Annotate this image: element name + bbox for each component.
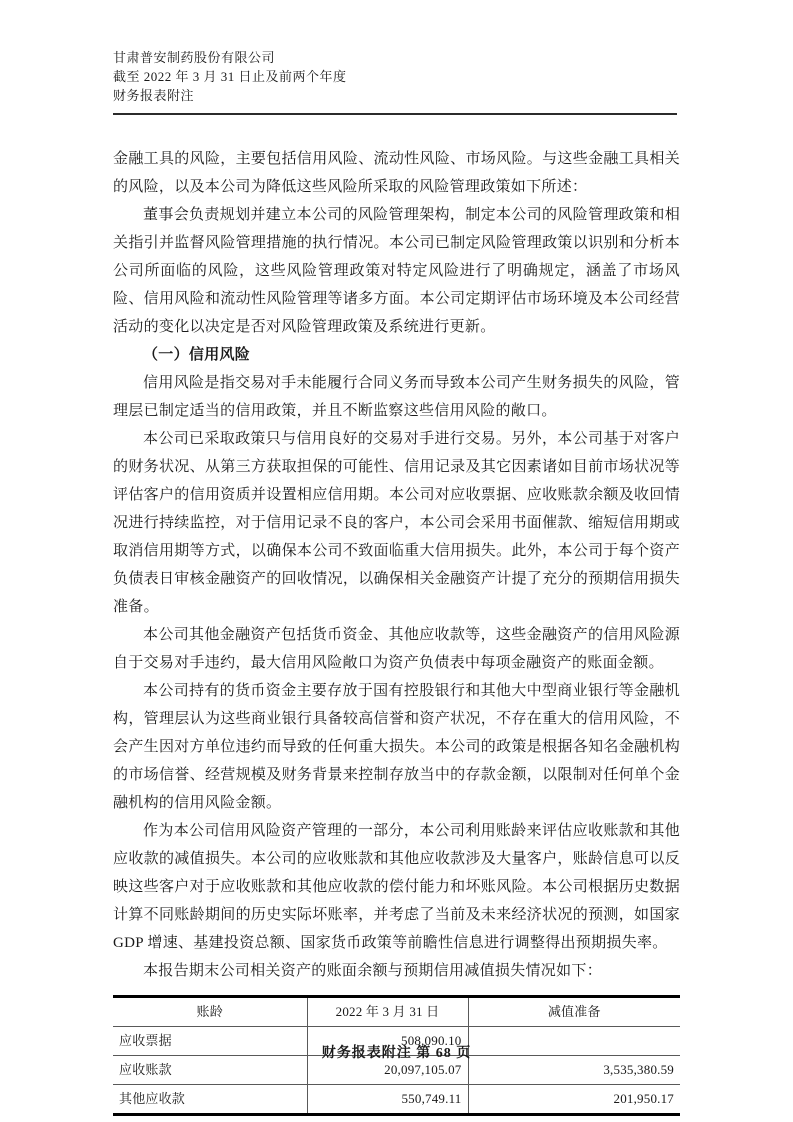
table-header-row bbox=[113, 997, 680, 1027]
cell-impairment-other-receivables: 201,950.17 bbox=[468, 1085, 680, 1115]
paragraph-financial-instruments-intro: 金融工具的风险，主要包括信用风险、流动性风险、市场风险。与这些金融工具相关的风险，以及本公司为降低这些风险所采取的风险管理政策如下所述： bbox=[113, 151, 680, 195]
cell-balance-accounts-receivable: 20,097,105.07 bbox=[307, 1056, 468, 1085]
cell-impairment-accounts-receivable: 3,535,380.59 bbox=[468, 1056, 680, 1085]
cell-label-notes-receivable: 应收票据 bbox=[113, 1027, 307, 1056]
paragraph-other-financial-assets: 本公司其他金融资产包括货币资金、其他应收款等，这些金融资产的信用风险源自于交易对手违约，最大信用风险敞口为资产负债表中每项金融资产的账面金额。 bbox=[113, 627, 680, 671]
paragraph-table-intro: 本报告期末公司相关资产的账面余额与预期信用减值损失情况如下： bbox=[143, 963, 603, 979]
section-heading-credit-risk: （一）信用风险 bbox=[143, 346, 251, 363]
paragraph-credit-policy: 本公司已采取政策只与信用良好的交易对手进行交易。另外，本公司基于对客户的财务状况、从第三方获取担保的可能性、信用记录及其它因素诸如目前市场状况等评估客户的信用资质并设置相应信用期。本公司对应收票据、应收账款余额及收回情况进行持续监控，对于信用记录不良的客户，本公司会采用书面催款、缩短信用期或取消信用期等方式，以确保本公司不致面临重大信用损失。此外，本公司于每个资产负债表日审核金融资产的回收情况，以确保相关金融资产计提了充分的预期信用损失准备。 bbox=[113, 431, 680, 615]
paragraph-aging-analysis: 作为本公司信用风险资产管理的一部分，本公司利用账龄来评估应收账款和其他应收款的减值损失。本公司的应收账款和其他应收款涉及大量客户，账龄信息可以反映这些客户对于应收账款和其他应收款的偿付能力和坏账风险。本公司根据历史数据计算不同账龄期间的历史实际坏账率，并考虑了当前及未来经济状况的预测，如国家 GDP 增速、基建投资总额、国家货币政策等前瞻性信息进行调整得出预期损失率。 bbox=[113, 823, 680, 951]
header-cell-date: 2022 年 3 月 31 日 bbox=[307, 997, 468, 1027]
document-body bbox=[113, 145, 680, 1116]
header-rule bbox=[113, 113, 677, 115]
paragraph-cash-deposits: 本公司持有的货币资金主要存放于国有控股银行和其他大中型商业银行等金融机构，管理层认为这些商业银行具备较高信誉和资产状况，不存在重大的信用风险，不会产生因对方单位违约而导致的任何重大损失。本公司的政策是根据各知名金融机构的市场信誉、经营规模及财务背景来控制存放当中的存款金额，以限制对任何单个金融机构的信用风险金额。 bbox=[113, 683, 680, 811]
document-header bbox=[113, 48, 680, 105]
cell-balance-notes-receivable: 508,090.10 bbox=[307, 1027, 468, 1056]
cell-label-other-receivables: 其他应收款 bbox=[119, 1091, 186, 1106]
header-cell-impairment: 减值准备 bbox=[468, 997, 680, 1027]
paragraph-credit-risk-definition: 信用风险是指交易对手未能履行合同义务而导致本公司产生财务损失的风险，管理层已制定适当的信用政策，并且不断监察这些信用风险的敞口。 bbox=[113, 375, 680, 419]
cell-label-accounts-receivable: 应收账款 bbox=[113, 1056, 307, 1085]
page-footer: 财务报表附注 第 68 页 bbox=[321, 1046, 472, 1061]
paragraph-board-risk-management: 董事会负责规划并建立本公司的风险管理架构，制定本公司的风险管理政策和相关指引并监督风险管理措施的执行情况。本公司已制定风险管理政策以识别和分析本公司所面临的风险，这些风险管理政策对特定风险进行了明确规定，涵盖了市场风险、信用风险和流动性风险管理等诸多方面。本公司定期评估市场环境及本公司经营活动的变化以决定是否对风险管理政策及系统进行更新。 bbox=[113, 207, 680, 335]
doc-title: 财务报表附注 bbox=[113, 88, 195, 103]
company-name: 甘肃普安制药股份有限公司 bbox=[113, 50, 276, 65]
header-cell-aging: 账龄 bbox=[113, 997, 307, 1027]
table-row bbox=[113, 1085, 680, 1115]
content-column bbox=[113, 48, 680, 1116]
report-period: 截至 2022 年 3 月 31 日止及前两个年度 bbox=[113, 69, 347, 84]
cell-balance-other-receivables: 550,749.11 bbox=[307, 1085, 468, 1115]
